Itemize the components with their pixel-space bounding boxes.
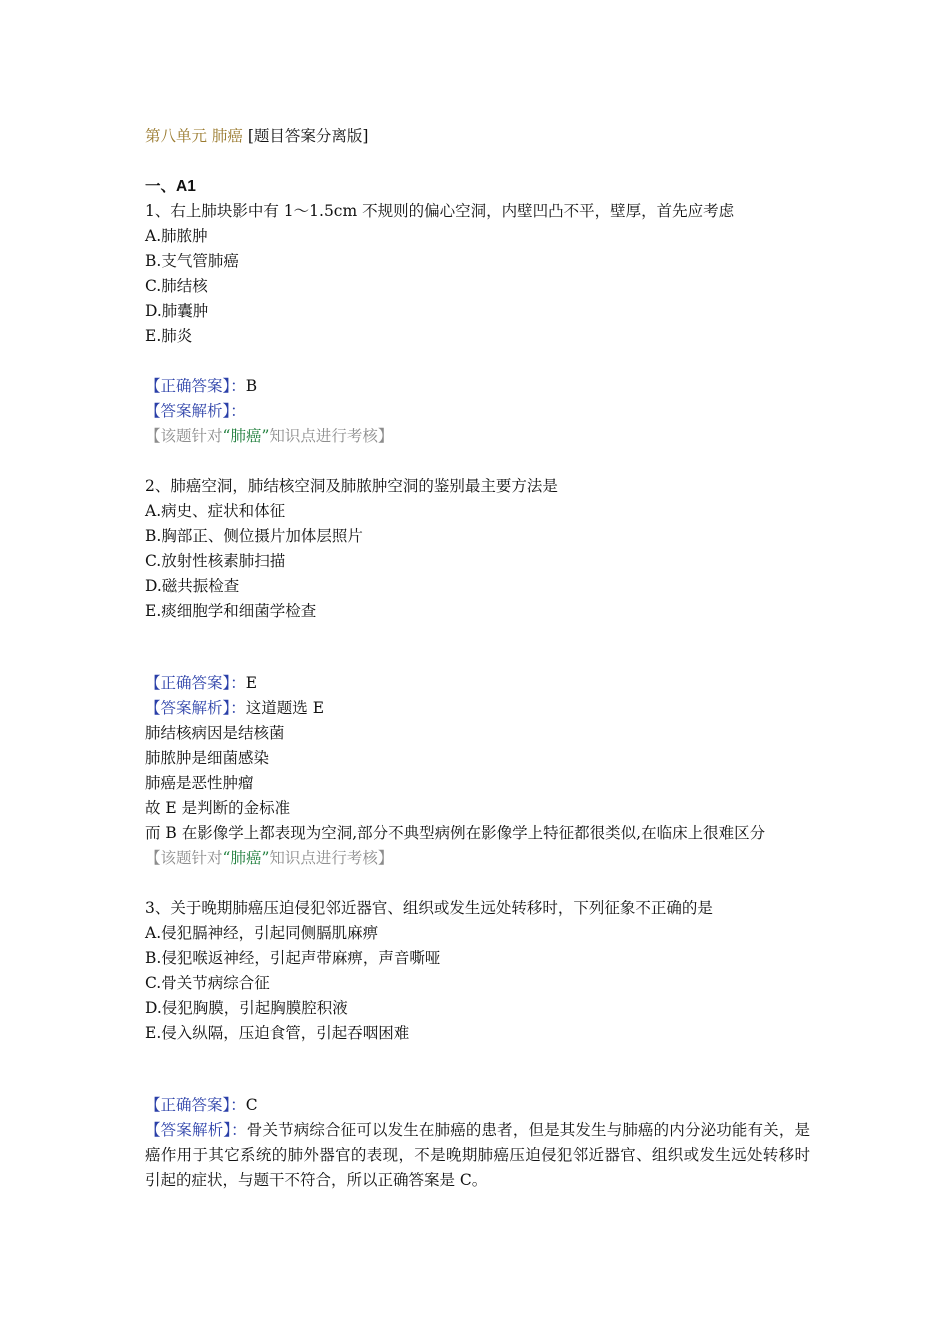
option-c: C.放射性核素肺扫描 bbox=[145, 552, 286, 570]
unit-title: 第八单元 肺癌 bbox=[145, 127, 243, 145]
document-title bbox=[145, 124, 805, 149]
correct-answer bbox=[145, 671, 805, 696]
option-c: C.肺结核 bbox=[145, 277, 208, 295]
note-suffix: 知识点进行考核】 bbox=[269, 427, 394, 445]
answer-analysis bbox=[145, 399, 805, 424]
answer-tag: 【正确答案】： bbox=[145, 674, 246, 692]
question-2 bbox=[145, 474, 805, 871]
option-e: E.肺炎 bbox=[145, 327, 193, 345]
question-stem: 2、肺癌空洞，肺结核空洞及肺脓肿空洞的鉴别最主要方法是 bbox=[145, 477, 558, 495]
answer-value: B bbox=[245, 377, 258, 395]
option-d: D.磁共振检查 bbox=[145, 577, 240, 595]
option-e: E.侵入纵隔，压迫食管，引起吞咽困难 bbox=[145, 1024, 410, 1042]
topic-note bbox=[145, 846, 805, 871]
topic-note bbox=[145, 424, 805, 449]
note-topic: “肺癌” bbox=[222, 427, 270, 445]
analysis-text: 这道题选 E bbox=[245, 699, 325, 717]
answer-value: E bbox=[245, 674, 258, 692]
correct-answer bbox=[145, 374, 805, 399]
document-page bbox=[145, 124, 810, 1193]
option-d: D.侵犯胸膜，引起胸膜腔积液 bbox=[145, 999, 348, 1017]
answer-analysis bbox=[145, 1118, 810, 1193]
note-prefix: 【该题针对 bbox=[145, 427, 223, 445]
option-d: D.肺囊肿 bbox=[145, 302, 209, 320]
option-a: A.侵犯膈神经，引起同侧膈肌麻痹 bbox=[145, 924, 379, 942]
question-stem: 3、关于晚期肺癌压迫侵犯邻近器官、组织或发生远处转移时，下列征象不正确的是 bbox=[145, 899, 713, 917]
analysis-line: 肺结核病因是结核菌 bbox=[145, 724, 285, 742]
analysis-text: 骨关节病综合征可以发生在肺癌的患者，但是其发生与肺癌的内分泌功能有关，是癌作用于其它系统的肺外器官的表现，不是晚期肺癌压迫侵犯邻近器官、组织或发生远处转移时引起的症状，与题干不符合，所以正确答案是 C。 bbox=[145, 1121, 810, 1189]
option-e: E.痰细胞学和细菌学检查 bbox=[145, 602, 317, 620]
section-heading: 一、A1 bbox=[145, 178, 196, 195]
answer-value: C bbox=[245, 1096, 258, 1114]
question-1 bbox=[145, 199, 805, 449]
answer-analysis bbox=[145, 696, 805, 721]
analysis-line: 而 B 在影像学上都表现为空洞,部分不典型病例在影像学上特征都很类似,在临床上很难区分 bbox=[145, 824, 766, 842]
analysis-tag: 【答案解析】： bbox=[145, 402, 246, 420]
analysis-line: 肺癌是恶性肿瘤 bbox=[145, 774, 254, 792]
option-b: B.侵犯喉返神经，引起声带麻痹，声音嘶哑 bbox=[145, 949, 441, 967]
analysis-tag: 【答案解析】： bbox=[145, 699, 246, 717]
option-a: A.肺脓肿 bbox=[145, 227, 208, 245]
note-prefix: 【该题针对 bbox=[145, 849, 223, 867]
correct-answer bbox=[145, 1093, 805, 1118]
answer-tag: 【正确答案】： bbox=[145, 377, 246, 395]
version-subtitle: [题目答案分离版] bbox=[247, 127, 369, 145]
analysis-tag: 【答案解析】： bbox=[145, 1121, 247, 1139]
answer-tag: 【正确答案】： bbox=[145, 1096, 246, 1114]
question-stem: 1、右上肺块影中有 1～1.5cm 不规则的偏心空洞，内壁凹凸不平，壁厚，首先应考虑 bbox=[145, 202, 735, 220]
analysis-line: 故 E 是判断的金标准 bbox=[145, 799, 291, 817]
option-c: C.骨关节病综合征 bbox=[145, 974, 270, 992]
option-b: B.支气管肺癌 bbox=[145, 252, 239, 270]
analysis-line: 肺脓肿是细菌感染 bbox=[145, 749, 270, 767]
note-topic: “肺癌” bbox=[222, 849, 270, 867]
option-b: B.胸部正、侧位摄片加体层照片 bbox=[145, 527, 363, 545]
note-suffix: 知识点进行考核】 bbox=[269, 849, 394, 867]
question-3 bbox=[145, 896, 810, 1193]
option-a: A.病史、症状和体征 bbox=[145, 502, 286, 520]
